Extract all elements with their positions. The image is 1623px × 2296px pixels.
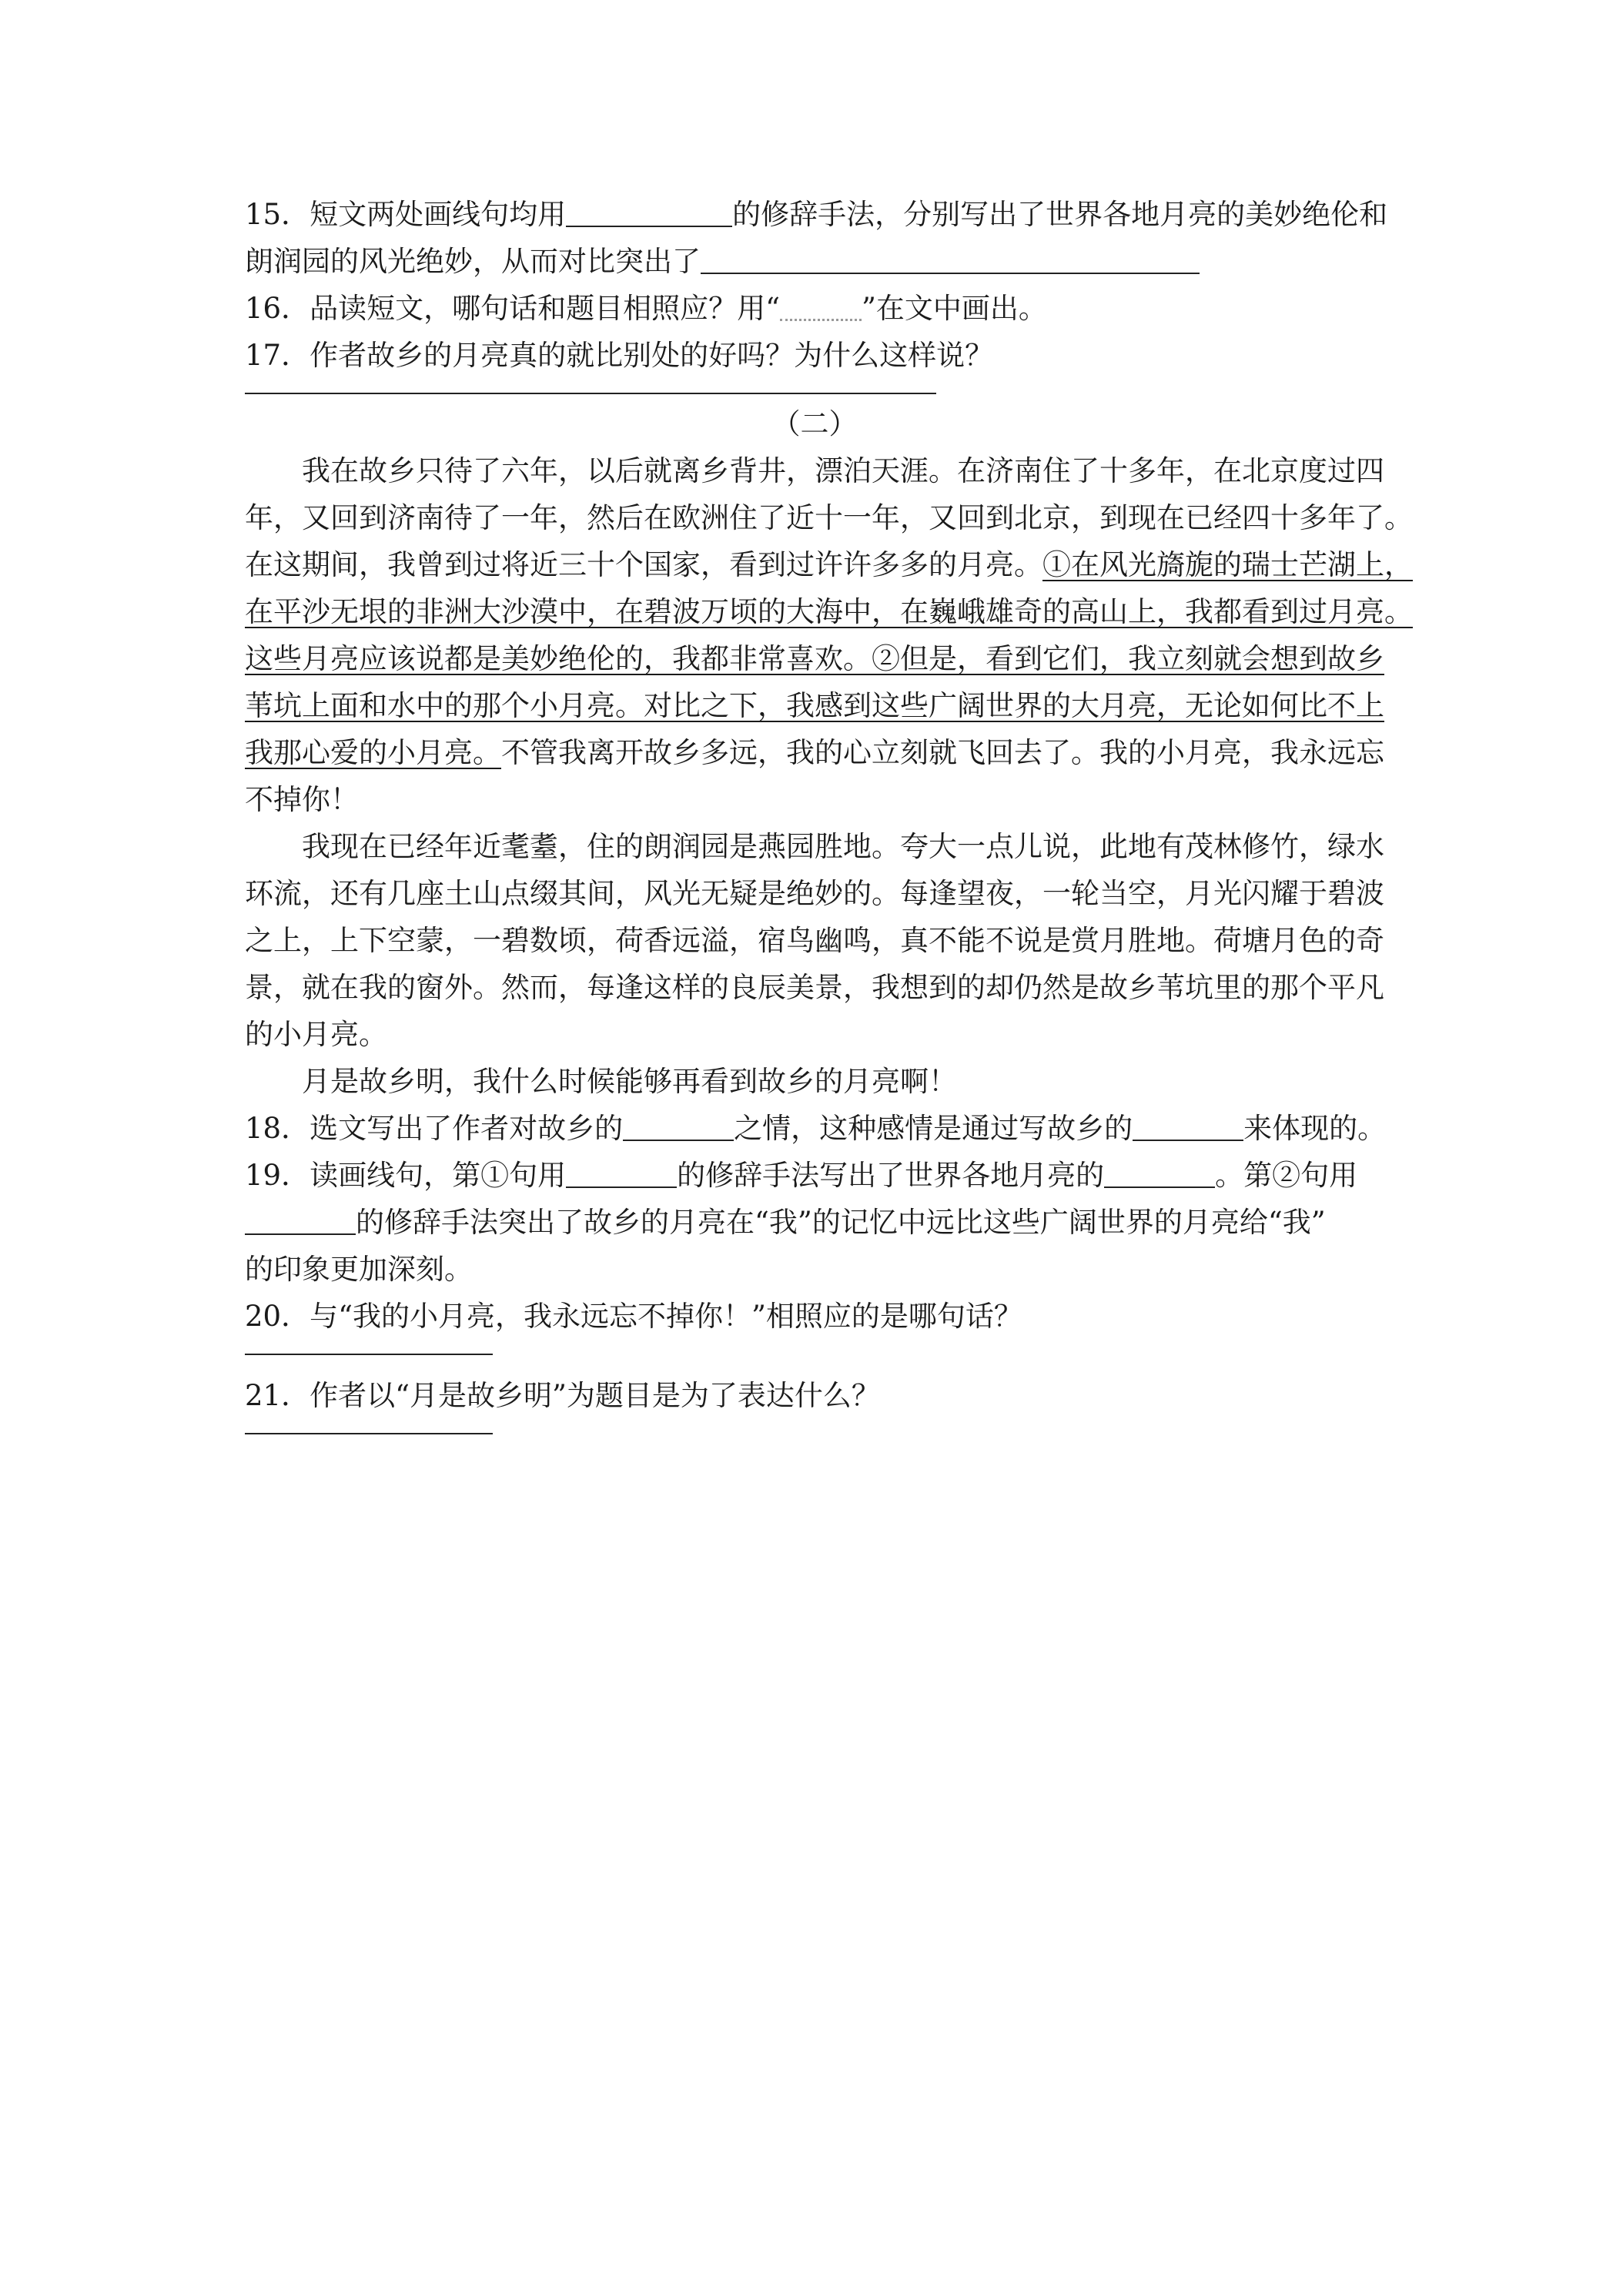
answer-blank-18b[interactable] (1133, 1111, 1243, 1141)
passage-p1-line-2: 年，又回到济南待了一年，然后在欧洲住了近十一年，又回到北京，到现在已经四十多年了。 (245, 501, 1413, 534)
answer-blank-18a[interactable] (623, 1111, 734, 1141)
passage-p2-line-5: 的小月亮。 (245, 1018, 387, 1051)
question-15-text-c: 朗润园的风光绝妙，从而对比突出了 (245, 245, 701, 278)
answer-blank-19b[interactable] (1104, 1158, 1215, 1188)
passage-p2-line-4: 景，就在我的窗外。然而，每逢这样的良辰美景，我想到的却仍然是故乡苇坑里的那个平凡 (245, 971, 1384, 1004)
question-18 (245, 1105, 1387, 1152)
question-18-text-b: 之情，这种感情是通过写故乡的 (734, 1112, 1133, 1145)
answer-blank-19a[interactable] (566, 1158, 677, 1188)
answer-blank-15b[interactable] (701, 244, 1200, 274)
question-16-text-a: 16．品读短文，哪句话和题目相照应？用“ (245, 292, 780, 325)
answer-blank-15a[interactable] (566, 197, 732, 227)
passage-p2-line-2: 环流，还有几座土山点缀其间，风光无疑是绝妙的。每逢望夜，一轮当空，月光闪耀于碧波 (245, 877, 1384, 910)
passage-p1-line-3 (245, 541, 1413, 588)
passage-p1-line-1: 我在故乡只待了六年，以后就离乡背井，漂泊天涯。在济南住了十多年，在北京度过四 (302, 454, 1384, 487)
answer-blank-19c[interactable] (245, 1205, 356, 1235)
question-19-text-b: 的修辞手法写出了世界各地月亮的 (677, 1159, 1105, 1192)
underlined-sentence-1-end: 在平沙无垠的非洲大沙漠中，在碧波万顷的大海中，在巍峨雄奇的高山上，我都看到过月亮。 (245, 595, 1413, 628)
question-15-text-a: 15．短文两处画线句均用 (245, 198, 567, 231)
question-20: 20．与“我的小月亮，我永远忘不掉你！”相照应的是哪句话？ (245, 1300, 1022, 1333)
question-18-text-a: 18．选文写出了作者对故乡的 (245, 1112, 624, 1145)
question-15-text-b: 的修辞手法，分别写出了世界各地月亮的美妙绝伦和 (732, 198, 1388, 231)
question-21: 21．作者以“月是故乡明”为题目是为了表达什么？ (245, 1379, 880, 1412)
question-17: 17．作者故乡的月亮真的就比别处的好吗？为什么这样说？ (245, 339, 994, 372)
passage-p1-line-8: 不掉你！ (245, 783, 359, 816)
answer-line-20[interactable] (245, 1354, 493, 1355)
passage-p2-line-1: 我现在已经年近耄耋，住的朗润园是燕园胜地。夸大一点儿说，此地有茂林修竹，绿水 (302, 830, 1384, 863)
section-title: （二） (771, 407, 858, 440)
question-15-line-2 (245, 238, 1384, 285)
passage-p1-line-7 (245, 729, 1384, 776)
passage-p1-line-4 (245, 588, 1413, 635)
question-18-text-c: 来体现的。 (1243, 1112, 1387, 1145)
question-15-line-1 (245, 191, 1388, 238)
question-19-line-3: 的印象更加深刻。 (245, 1253, 473, 1286)
answer-line-21[interactable] (245, 1433, 493, 1434)
question-16-text-b: ”在文中画出。 (862, 292, 1047, 325)
question-16 (245, 285, 1384, 332)
question-19-line-2 (245, 1199, 1384, 1246)
question-19-text-d: 的修辞手法突出了故乡的月亮在“我”的记忆中远比这些广阔世界的月亮给“我” (356, 1206, 1326, 1239)
passage-p3-line-1: 月是故乡明，我什么时候能够再看到故乡的月亮啊！ (302, 1065, 957, 1098)
underlined-sentence-1-start: ①在风光旖旎的瑞士芒湖上， (1042, 548, 1413, 581)
passage-p1-line-5 (245, 635, 1384, 682)
passage-p2-line-3: 之上，上下空蒙，一碧数顷，荷香远溢，宿鸟幽鸣，真不能不说是赏月胜地。荷塘月色的奇 (245, 924, 1384, 957)
question-19-text-a: 19．读画线句，第①句用 (245, 1159, 567, 1192)
answer-line-17[interactable] (245, 393, 936, 394)
underlined-sentence-2-mid: 苇坑上面和水中的那个小月亮。对比之下，我感到这些广阔世界的大月亮，无论如何比不上 (245, 689, 1384, 722)
question-19-text-c: 。第②句用 (1215, 1159, 1358, 1192)
underlined-sentence-2-end: 我那心爱的小月亮。 (245, 736, 501, 769)
passage-p1-line-6 (245, 682, 1384, 729)
passage-p1-line-3a: 在这期间，我曾到过将近三十个国家，看到过许许多多的月亮。 (245, 548, 1042, 581)
wavy-line-mark (780, 290, 862, 321)
underlined-sentence-2-start: 这些月亮应该说都是美妙绝伦的，我都非常喜欢。②但是，看到它们，我立刻就会想到故乡 (245, 642, 1384, 675)
worksheet-content (245, 191, 1413, 1451)
passage-p1-line-7b: 不管我离开故乡多远，我的心立刻就飞回去了。我的小月亮，我永远忘 (501, 736, 1384, 769)
question-19-line-1 (245, 1152, 1384, 1199)
